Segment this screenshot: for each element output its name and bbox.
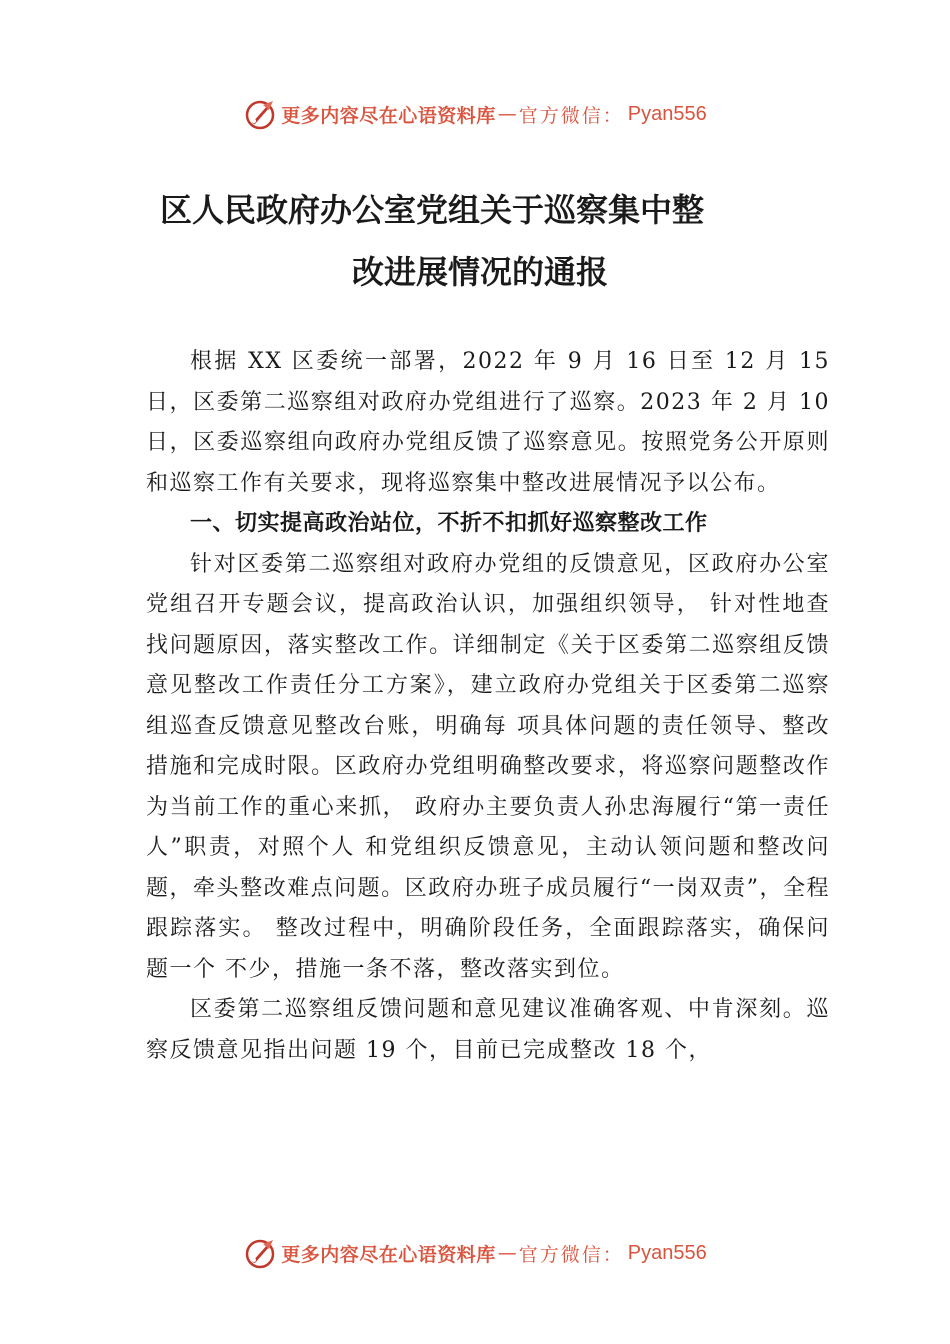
banner-dash: — [497, 103, 517, 125]
banner-title: 更多内容尽在心语资料库 [281, 104, 496, 127]
section-heading-1: 一、切实提高政治站位，不折不扣抓好巡察整改工作 [190, 511, 708, 536]
banner-official-label: 官方微信 [518, 1243, 603, 1266]
watermark-banner-bottom [0, 1231, 950, 1275]
quill-pen-logo-icon [243, 1236, 277, 1270]
wechat-id: Pyan556 [627, 102, 707, 125]
paragraph-rectification-work: 针对区委第二巡察组对政府办党组的反馈意见，区政府办公室党组召开专题会议，提高政治认识，加强组织领导， 针对性地查找问题原因，落实整改工作。详细制定《关于区委第二巡察组反馈意见整改工作责任分工方案》，建立政府办党组关于区委第二巡察组巡查反馈意见整改台账，明确每 项具体问题的责任领导、整改措施和完成时限。区政府办党组明确整改要求，将巡察问题整改作为当前工作的重心来抓， 政府办主要负责人孙忠海履行“第一责任人”职责，对照个人 和党组织反馈意见，主动认领问题和整改问题，牵头整改难点问题。区政府办班子成员履行“一岗双责”，全程跟踪落实。 整改过程中，明确阶段任务，全面跟踪落实，确保问题一个 不少，措施一条不落，整改落实到位。 [146, 551, 830, 982]
banner-colon: ： [602, 104, 622, 127]
banner-dash: — [497, 1242, 517, 1264]
quill-pen-logo-icon [243, 97, 277, 131]
document-title-line-2: 改进展情况的通报 [352, 253, 609, 291]
wechat-id: Pyan556 [627, 1241, 707, 1264]
paragraph-issue-count: 区委第二巡察组反馈问题和意见建议准确客观、中肯深刻。巡察反馈意见指出问题 19 个，目前已完成整改 18 个， [146, 997, 830, 1063]
document-body [146, 342, 830, 1071]
paragraph-intro: 根据 XX 区委统一部署，2022 年 9 月 16 日至 12 月 15 日，区委第二巡察组对政府办党组进行了巡察。2023 年 2 月 10 日，区委巡察组向政府办党组反馈了巡察意见。按照党务公开原则和巡察工作有关要求，现将巡察集中整改进展情况予以公布。 [146, 349, 830, 496]
watermark-banner-top [0, 92, 950, 136]
document-title-line-1: 区人民政府办公室党组关于巡察集中整 [160, 191, 705, 229]
banner-official-label: 官方微信 [518, 104, 603, 127]
banner-title: 更多内容尽在心语资料库 [281, 1243, 496, 1266]
banner-content [243, 97, 707, 131]
banner-colon: ： [602, 1243, 622, 1266]
banner-content [243, 1236, 707, 1270]
